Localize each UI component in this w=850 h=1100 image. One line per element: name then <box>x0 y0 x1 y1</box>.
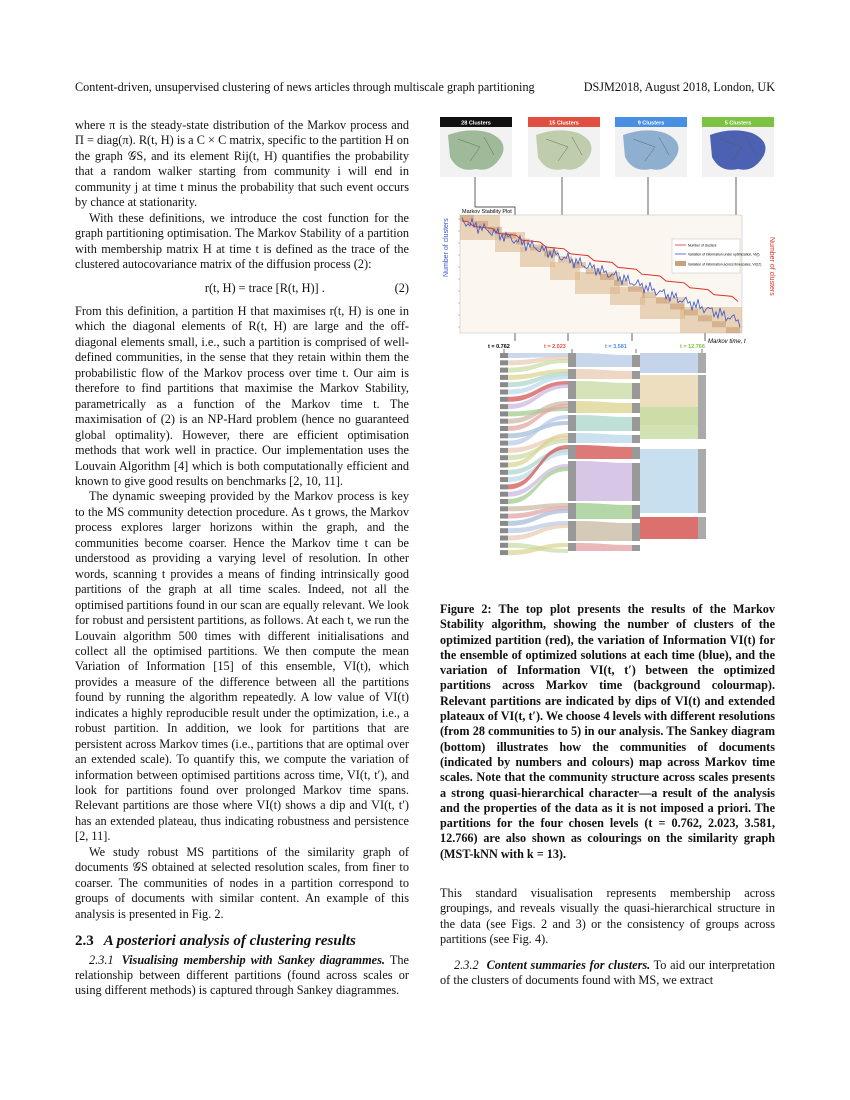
right-column <box>440 886 775 989</box>
sankey-node-15 <box>568 503 576 519</box>
sankey-flow <box>576 445 632 459</box>
sankey-flow <box>640 517 698 539</box>
sankey-node-28 <box>500 550 508 555</box>
sankey-node-9 <box>632 383 640 399</box>
sankey-node-28 <box>500 514 508 519</box>
sankey-node-28 <box>500 441 508 446</box>
heatmap-diagonal-cell <box>670 304 684 310</box>
sankey-node-28 <box>500 411 508 416</box>
sankey-node-28 <box>500 404 508 409</box>
markov-stability-plot <box>443 209 775 345</box>
sankey-node-15 <box>568 369 576 379</box>
sankey-node-9 <box>632 447 640 459</box>
subsection-number-2: 2.3.2 <box>454 957 479 972</box>
sankey-node-28 <box>500 463 508 468</box>
heatmap-diagonal-cell <box>712 321 726 327</box>
sankey-node-28 <box>500 470 508 475</box>
sankey-flow <box>576 369 632 379</box>
sankey-node-28 <box>500 353 508 358</box>
sankey-node-28 <box>500 368 508 373</box>
sankey-node-28 <box>500 455 508 460</box>
sankey-node-15 <box>568 521 576 541</box>
sankey-node-9 <box>632 371 640 379</box>
sankey-node-15 <box>568 445 576 459</box>
right-axis-label: Number of clusters <box>768 237 775 296</box>
x-axis-label: Markov time, t <box>708 339 746 345</box>
sankey-node-9 <box>632 505 640 519</box>
sankey-node-28 <box>500 521 508 526</box>
paragraph-dynamic-sweeping: The dynamic sweeping provided by the Markov process is key to the MS community detection procedure. As t grows, the Markov process explores larger horizons within the graph, and the communities become coarser. Hence the Markov time t can be understood as providing a varying level of resolution. In other words, scanning t provides a means of finding intrinsically good partitions of the graph at all time scales. Indeed, not all the optimised partitions found in our scan are equally relevant. We look for robust and persistent partitions, as follows. At each t, we run the Louvain algorithm 500 times with different initialisations and collect all the optimised partitions. We then compute the mean Variation of Information [15] of this ensemble, VI(t), which provides a measure of the difference between all the partitions found by running the algorithm repeatedly. A low value of VI(t) indicates a highly reproducible result under the optimization, i.e., a robust partition. In addition, we look for partitions that are persistent across Markov times (i.e., partitions that are optimal over an extended scale). To quantify this, we compute the variation of information between optimised partitions across time, VI(t, t′), and look for partitions found over prolonged Markov time spans. Relevant partitions are those where VI(t) shows a dip and VI(t, t′) has an extended plateau, thus indicating robustness and persistence [2, 11]. <box>75 489 409 844</box>
sankey-node-28 <box>500 426 508 431</box>
sankey-flow <box>640 353 698 373</box>
t-label-3: t = 3.581 <box>605 344 627 350</box>
sankey-flow <box>640 449 698 513</box>
paragraph-steady-state: where π is the steady-state distribution of the Markov process and Π = diag(π). R(t, H) is a C × C matrix, specific to the partition H on the graph 𝒢S, and its element Rij(t, H) quantifies the probability that a random walker starting from community i will end in community j at time t minus the probability that such event occurs by chance at stationarity. <box>75 118 409 210</box>
sankey-node-28 <box>500 397 508 402</box>
sankey-diagram <box>500 349 706 555</box>
sankey-node-9 <box>632 463 640 501</box>
sankey-node-28 <box>500 433 508 438</box>
sankey-node-28 <box>500 528 508 533</box>
cluster-panel-label: 15 Clusters <box>549 120 579 127</box>
subsection-title: Visualising membership with Sankey diagrammes. <box>121 952 385 967</box>
sankey-flow <box>576 543 632 551</box>
sankey-node-9 <box>632 355 640 367</box>
sankey-flow <box>576 415 632 431</box>
sankey-node-28 <box>500 492 508 497</box>
paragraph-standard-visualisation: This standard visualisation represents membership across groupings, and reveals visually the quasi-hierarchical structure in the data (see Figs. 2 and 3) or the consistency of groups across partitions (see Fig. 4). <box>440 886 775 947</box>
subsection-number: 2.3.1 <box>89 952 114 967</box>
sankey-node-5 <box>698 353 706 373</box>
legend-item-2: Variation of information under optimization, VI(t) <box>688 252 760 257</box>
sankey-node-28 <box>500 536 508 541</box>
sankey-flow <box>576 503 632 519</box>
plot-title: Markov Stability Plot <box>462 209 512 215</box>
section-heading <box>75 934 409 949</box>
sankey-node-15 <box>568 543 576 551</box>
legend-item-1: Number of clusters <box>688 243 717 248</box>
subsection-heading-2 <box>440 958 775 989</box>
sankey-flow <box>576 521 632 541</box>
figure-2 <box>440 117 774 595</box>
t-labels <box>488 344 705 350</box>
t-label-4: t = 12.766 <box>680 344 705 350</box>
sankey-node-28 <box>500 477 508 482</box>
sankey-node-28 <box>500 375 508 380</box>
sankey-node-28 <box>500 506 508 511</box>
sankey-node-15 <box>568 415 576 431</box>
similarity-graph-blob <box>448 130 504 169</box>
figure-graphic <box>440 117 774 595</box>
similarity-graph-blob <box>536 130 592 169</box>
running-head-title: Content-driven, unsupervised clustering of news articles through multiscale graph partitioning <box>75 80 535 94</box>
left-axis-label: Number of clusters <box>443 218 450 277</box>
sankey-node-9 <box>632 545 640 551</box>
sankey-node-15 <box>568 381 576 399</box>
sankey-node-15 <box>568 353 576 367</box>
sankey-flow <box>576 433 632 443</box>
sankey-node-15 <box>568 461 576 501</box>
legend-heat-swatch <box>675 261 686 266</box>
sankey-flow <box>576 461 632 501</box>
plot-legend <box>672 239 761 273</box>
sankey-node-28 <box>500 448 508 453</box>
paragraph-robust-partitions: We study robust MS partitions of the similarity graph of documents 𝒢S obtained at selected resolution scales, from finer to coarser. The communities of nodes in a partition correspond to groups of documents with similar content. An example of this analysis is presented in Fig. 2. <box>75 844 409 921</box>
t-label-2: t = 2.023 <box>544 344 566 350</box>
sankey-node-28 <box>500 360 508 365</box>
sankey-node-28 <box>500 390 508 395</box>
figure-caption: Figure 2: The top plot presents the results of the Markov Stability algorithm, showing the number of clusters of the optimized partition (red), the variation of Information VI(t) for the ensemble of optimized solutions at each time (blue), and the variation of Information VI(t, t′) between the optimized partitions across Markov time (background colourmap). Relevant partitions are indicated by dips of VI(t) and extended plateaux of VI(t, t′). We choose 4 levels with different resolutions (from 28 communities to 5) in our analysis. The Sankey diagram (bottom) illustrates how the communities of documents (indicated by numbers and colours) map across Markov time scales. Note that the community structure across scales presents a strong quasi-hierarchical character—a result of the analysis and the properties of the data as it is not imposed a priori. The partitions for the four chosen levels (t = 0.762, 2.023, 3.581, 12.766) are also shown as colourings on the similarity graph (MST-kNN with k = 13). <box>440 602 775 861</box>
sankey-node-28 <box>500 484 508 489</box>
paragraph-content-summaries: To aid our interpretation of the clusters of documents found with MS, we extract <box>440 957 775 988</box>
heatmap-diagonal-cell <box>628 286 642 292</box>
paragraph-sankey: The relationship between different partitions (found across scales or using different methods) is captured through Sankey diagrammes. <box>75 952 409 998</box>
cluster-panel-label: 5 Clusters <box>724 120 752 127</box>
sankey-flow <box>576 401 632 413</box>
equation-number: (2) <box>394 280 409 295</box>
heatmap-diagonal-cell <box>656 298 670 304</box>
sankey-node-5 <box>698 517 706 539</box>
sankey-node-9 <box>632 417 640 431</box>
similarity-graph-blob <box>623 130 679 169</box>
t-label-1: t = 0.762 <box>488 344 510 350</box>
sankey-node-9 <box>632 403 640 413</box>
sankey-node-9 <box>632 435 640 443</box>
subsection-title-2: Content summaries for clusters. <box>486 957 651 972</box>
sankey-node-28 <box>500 419 508 424</box>
running-head <box>75 80 775 95</box>
section-title: A posteriori analysis of clustering results <box>103 933 356 950</box>
sankey-node-28 <box>500 543 508 548</box>
sankey-node-9 <box>632 523 640 541</box>
sankey-node-15 <box>568 401 576 413</box>
equation-2 <box>75 281 409 296</box>
sankey-node-5 <box>698 407 706 439</box>
sankey-flow <box>576 381 632 399</box>
paragraph-cost-function: With these definitions, we introduce the cost function for the graph partitioning optimisation. The Markov Stability of a partition with membership matrix H at time t is defined as the trace of the clustered autocovariance matrix of the diffusion process (2): <box>75 210 409 272</box>
paragraph-definition: From this definition, a partition H that maximises r(t, H) is one in which the diagonal elements of R(t, H) are large and the off-diagonal elements small, i.e., such a partition is comprised of well-defined communities, in the sense that they retain within them the probabilistic flow of the Markov process over time t. Our aim is therefore to find partitions that maximise the Markov Stability, parametrically as a function of the Markov time t. The maximisation of (2) is an NP-Hard problem (hence no guaranteed global optimality). However, there are efficient optimisation methods that work well in practice. Our implementation uses the Louvain Algorithm [4] which is both computationally efficient and known to give good results on benchmarks [2, 10, 11]. <box>75 303 409 488</box>
cluster-panel-label: 9 Clusters <box>637 120 665 127</box>
heatmap-diagonal-cell <box>684 309 698 315</box>
section-number: 2.3 <box>75 933 94 950</box>
cluster-panels <box>440 117 774 177</box>
sankey-node-28 <box>500 499 508 504</box>
equation-body: r(t, H) = trace [R(t, H)] . <box>204 280 325 295</box>
sankey-flow <box>576 353 632 367</box>
running-head-venue: DSJM2018, August 2018, London, UK <box>583 80 775 94</box>
sankey-node-15 <box>568 433 576 443</box>
sankey-flow <box>640 407 698 439</box>
heatmap-diagonal-cell <box>698 315 712 321</box>
sankey-node-28 <box>500 382 508 387</box>
similarity-graph-blob <box>710 130 766 169</box>
heatmap-diagonal-cell <box>726 327 740 333</box>
left-column <box>75 118 409 999</box>
subsection-heading <box>75 953 409 999</box>
cluster-panel-label: 28 Clusters <box>461 120 491 127</box>
legend-item-3: Variation of information across timescales, VI(t,t') <box>688 262 762 267</box>
sankey-node-5 <box>698 449 706 513</box>
